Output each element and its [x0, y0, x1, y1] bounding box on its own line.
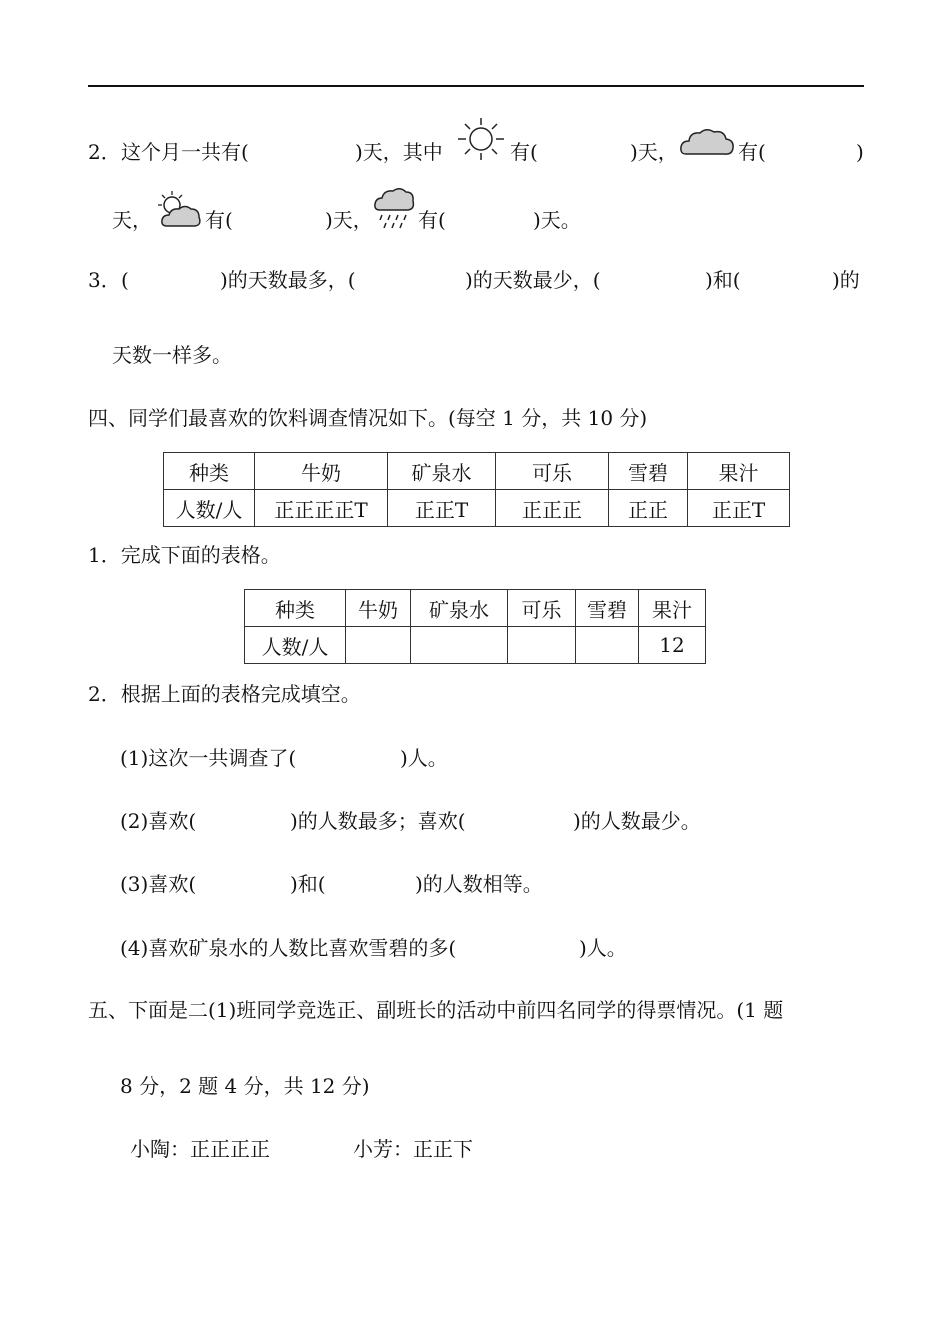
table-header: 种类: [164, 453, 255, 490]
s1-text-b: )人。: [400, 746, 448, 770]
answer-cell[interactable]: [346, 627, 411, 664]
cloudy-icon: [678, 126, 736, 162]
s4-text-b: )人。: [579, 936, 627, 960]
answer-cell[interactable]: [411, 627, 508, 664]
s3-text-b: )和(: [290, 872, 326, 896]
table-header: 雪碧: [576, 590, 639, 627]
table-cell: 正正T: [688, 490, 790, 527]
votes-xiaotao: 小陶：正正正正: [130, 1137, 270, 1161]
table-header: 可乐: [508, 590, 576, 627]
section4-q1: 1．完成下面的表格。: [88, 543, 281, 567]
q2-text-7: 天，: [112, 208, 152, 232]
count-table: [244, 589, 706, 664]
row-label: 人数/人: [245, 627, 346, 664]
q2-text-9: )天，: [325, 208, 373, 232]
section5-title-2: 8 分，2 题 4 分，共 12 分): [120, 1074, 370, 1098]
table-cell: 正正: [609, 490, 688, 527]
q3-text-5: )的: [832, 268, 860, 292]
table-header: 矿泉水: [411, 590, 508, 627]
q3-text-6: 天数一样多。: [112, 343, 232, 367]
q2-label: 2．: [88, 140, 121, 164]
table-header: 牛奶: [255, 453, 388, 490]
table-header: 可乐: [496, 453, 609, 490]
table-header: 牛奶: [346, 590, 411, 627]
answer-cell[interactable]: [576, 627, 639, 664]
q2-text-5: 有(: [738, 140, 766, 164]
s4-text-a: (4)喜欢矿泉水的人数比喜欢雪碧的多(: [120, 936, 457, 960]
q3-label: 3．: [88, 268, 121, 292]
table-row: [164, 453, 790, 490]
section5-title: 五、下面是二(1)班同学竞选正、副班长的活动中前四名同学的得票情况。(1 题: [88, 998, 784, 1022]
s2-text-a: (2)喜欢(: [120, 809, 197, 833]
table-cell: 正正正: [496, 490, 609, 527]
table-row: [245, 627, 706, 664]
q3-text-3: )的天数最少，(: [465, 268, 601, 292]
s2-text-c: )的人数最少。: [573, 809, 701, 833]
table-header: 雪碧: [609, 453, 688, 490]
section4-title: 四、同学们最喜欢的饮料调查情况如下。(每空 1 分，共 10 分): [88, 406, 648, 430]
rain-icon: [372, 186, 416, 230]
table-cell: 正正T: [388, 490, 496, 527]
table-cell: 正正正正T: [255, 490, 388, 527]
q3-text-2: )的天数最多，(: [220, 268, 356, 292]
q2-text-6: ): [856, 140, 864, 164]
q3-text-1: (: [121, 268, 129, 292]
table-row: [245, 590, 706, 627]
row-label: 人数/人: [164, 490, 255, 527]
table-row: [164, 490, 790, 527]
q2-text-10: 有(: [418, 208, 446, 232]
table-header: 果汁: [639, 590, 706, 627]
s3-text-a: (3)喜欢(: [120, 872, 197, 896]
top-rule: [88, 85, 864, 87]
q2-text-2: )天，其中: [355, 140, 443, 164]
sunny-icon: [452, 116, 510, 162]
q2-text-1: 这个月一共有(: [121, 140, 249, 164]
s3-text-c: )的人数相等。: [415, 872, 543, 896]
table-cell: 12: [639, 627, 706, 664]
q2-text-4: )天，: [630, 140, 678, 164]
table-header: 矿泉水: [388, 453, 496, 490]
votes-xiaofang: 小芳：正正下: [353, 1137, 473, 1161]
q2-text-3: 有(: [510, 140, 538, 164]
partly-cloudy-icon: [155, 190, 203, 232]
q2-text-8: 有(: [205, 208, 233, 232]
q3-text-4: )和(: [705, 268, 741, 292]
q2-text-11: )天。: [533, 208, 581, 232]
s2-text-b: )的人数最多；喜欢(: [290, 809, 466, 833]
section4-q2: 2．根据上面的表格完成填空。: [88, 682, 361, 706]
s1-text-a: (1)这次一共调查了(: [120, 746, 297, 770]
table-header: 种类: [245, 590, 346, 627]
table-header: 果汁: [688, 453, 790, 490]
answer-cell[interactable]: [508, 627, 576, 664]
tally-table: [163, 452, 790, 527]
